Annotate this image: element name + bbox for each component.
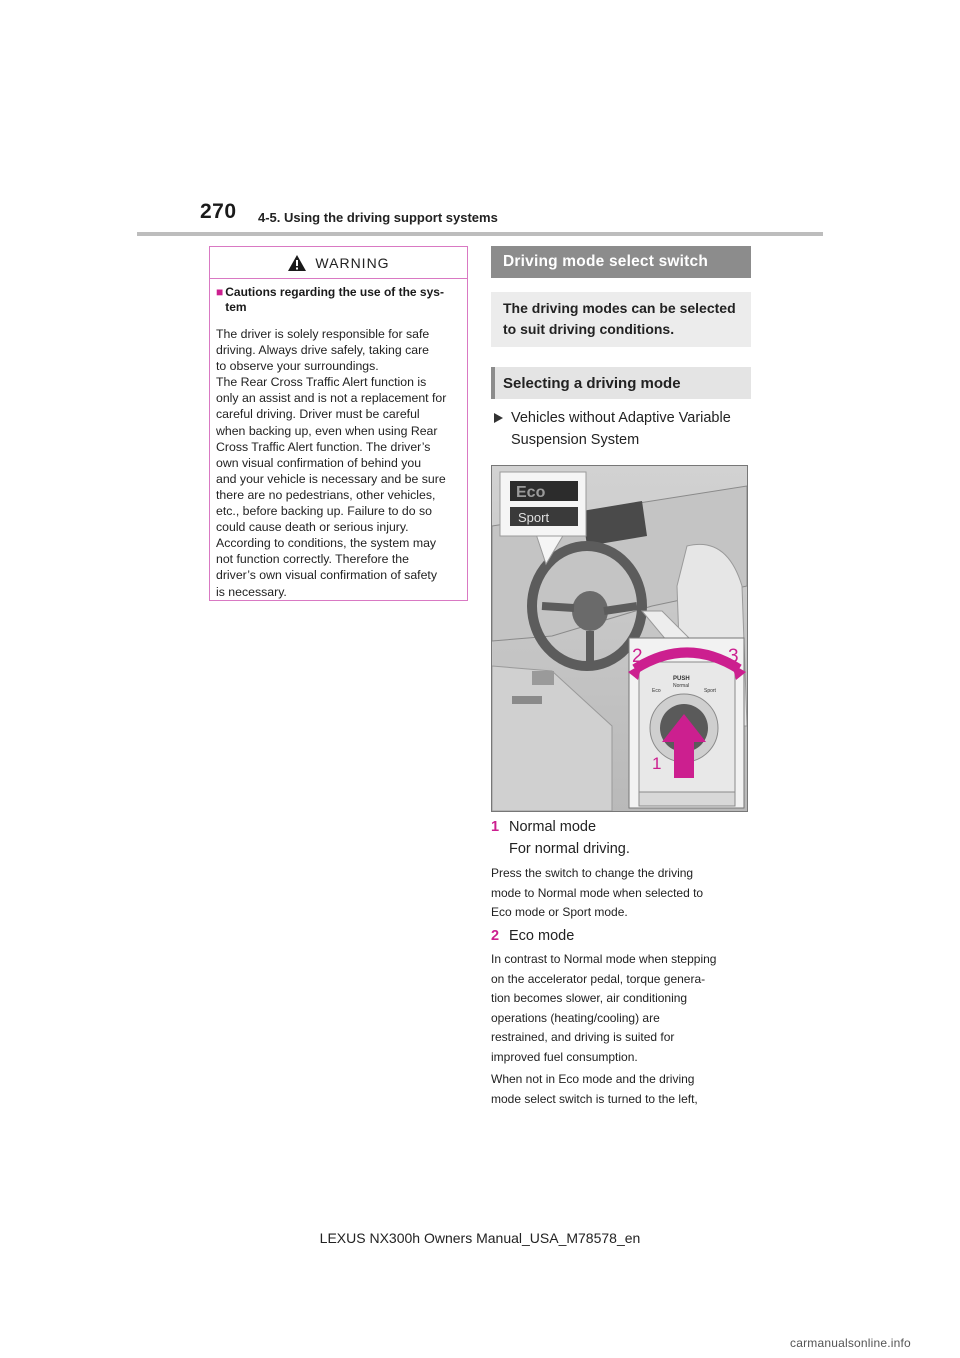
warning-title: WARNING xyxy=(315,254,390,271)
push-label: PUSH xyxy=(673,676,690,682)
warning-line: there are no pedestrians, other vehicles, xyxy=(216,487,436,502)
item-number: 2 xyxy=(491,928,500,944)
callout-3: 3 xyxy=(728,646,739,667)
warning-line: to observe your surroundings. xyxy=(216,359,379,374)
vehicle-variant-line: Suspension System xyxy=(511,432,640,448)
mode-item-eco xyxy=(491,925,574,947)
warning-line: when backing up, even when using Rear xyxy=(216,423,438,438)
triangle-bullet-icon xyxy=(494,413,503,423)
warning-triangle-icon xyxy=(287,254,307,272)
warning-header xyxy=(210,247,467,279)
eco-small-label: Eco xyxy=(652,688,661,694)
vehicle-variant-text xyxy=(511,407,731,451)
normal-mode-description xyxy=(491,864,753,923)
desc-line: Eco mode or Sport mode. xyxy=(491,905,628,919)
warning-line: could cause death or serious injury. xyxy=(216,520,409,535)
warning-body xyxy=(210,279,467,600)
desc-line: Press the switch to change the driving xyxy=(491,866,694,880)
subheading: Selecting a driving mode xyxy=(491,367,751,399)
warning-text xyxy=(216,326,461,600)
vehicle-variant-item xyxy=(494,407,754,451)
warning-box xyxy=(209,246,468,601)
desc-line: When not in Eco mode and the driving xyxy=(491,1072,695,1086)
eco-indicator-label: Eco xyxy=(516,484,546,501)
sport-indicator-label: Sport xyxy=(518,510,550,525)
desc-line: restrained, and driving is suited for xyxy=(491,1030,675,1044)
desc-line: on the accelerator pedal, torque genera- xyxy=(491,971,706,986)
warning-line: own visual confirmation of behind you xyxy=(216,455,422,470)
warning-line: According to conditions, the system may xyxy=(216,536,437,551)
intro-line: to suit driving conditions. xyxy=(503,321,675,337)
desc-line: In contrast to Normal mode when stepping xyxy=(491,952,717,966)
desc-line: tion becomes slower, air conditioning xyxy=(491,991,688,1005)
warning-line: The Rear Cross Traffic Alert function is xyxy=(216,375,427,390)
sport-small-label: Sport xyxy=(704,688,716,694)
intro-box xyxy=(491,292,751,347)
intro-line: The driving modes can be selected xyxy=(503,300,736,316)
page-number: 270 xyxy=(200,200,237,223)
cabin-drawing xyxy=(492,466,747,811)
warning-line: not function correctly. Therefore the xyxy=(216,552,409,567)
item-subtitle: For normal driving. xyxy=(509,841,630,857)
warning-line: careful driving. Driver must be careful xyxy=(216,407,420,422)
warning-line: The driver is solely responsible for safe xyxy=(216,327,430,341)
warning-line: Cross Traffic Alert function. The driver’s xyxy=(216,439,431,454)
warning-line: etc., before backing up. Failure to do so xyxy=(216,504,433,519)
eco-mode-description xyxy=(491,950,753,1067)
item-title: Eco mode xyxy=(509,928,575,944)
callout-1: 1 xyxy=(652,754,662,773)
item-title: Normal mode xyxy=(509,819,597,835)
item-number: 1 xyxy=(491,819,500,835)
mode-switch-inset xyxy=(628,638,746,808)
warning-line: and your vehicle is necessary and be sure xyxy=(216,471,446,486)
section-heading: Driving mode select switch xyxy=(491,246,751,278)
caution-heading-text: Cautions regarding the use of the sys-tem xyxy=(225,285,444,314)
eco-mode-description-continued xyxy=(491,1070,753,1109)
desc-line: operations (heating/cooling) are xyxy=(491,1010,660,1025)
warning-line: only an assist and is not a replacement for xyxy=(216,391,447,406)
warning-line: is necessary. xyxy=(216,584,287,599)
desc-line: improved fuel consumption. xyxy=(491,1049,638,1064)
driving-mode-illustration xyxy=(491,465,748,812)
caution-heading xyxy=(216,285,461,315)
normal-label: Normal xyxy=(673,683,690,689)
mode-item-normal xyxy=(491,816,630,860)
warning-line: driving. Always drive safely, taking care xyxy=(216,343,430,358)
header-divider xyxy=(137,232,823,236)
manual-footer: LEXUS NX300h Owners Manual_USA_M78578_en xyxy=(319,1230,641,1246)
section-title: 4-5. Using the driving support systems xyxy=(258,210,498,225)
item-text xyxy=(509,816,630,860)
watermark: carmanualsonline.info xyxy=(790,1336,911,1350)
desc-line: mode to Normal mode when selected to xyxy=(491,885,704,900)
desc-line: mode select switch is turned to the left, xyxy=(491,1091,698,1106)
callout-2: 2 xyxy=(632,646,643,667)
warning-line: driver’s own visual confirmation of safety xyxy=(216,568,437,583)
vehicle-variant-line: Vehicles without Adaptive Variable xyxy=(511,410,731,426)
square-bullet-icon: ■ xyxy=(216,285,224,299)
